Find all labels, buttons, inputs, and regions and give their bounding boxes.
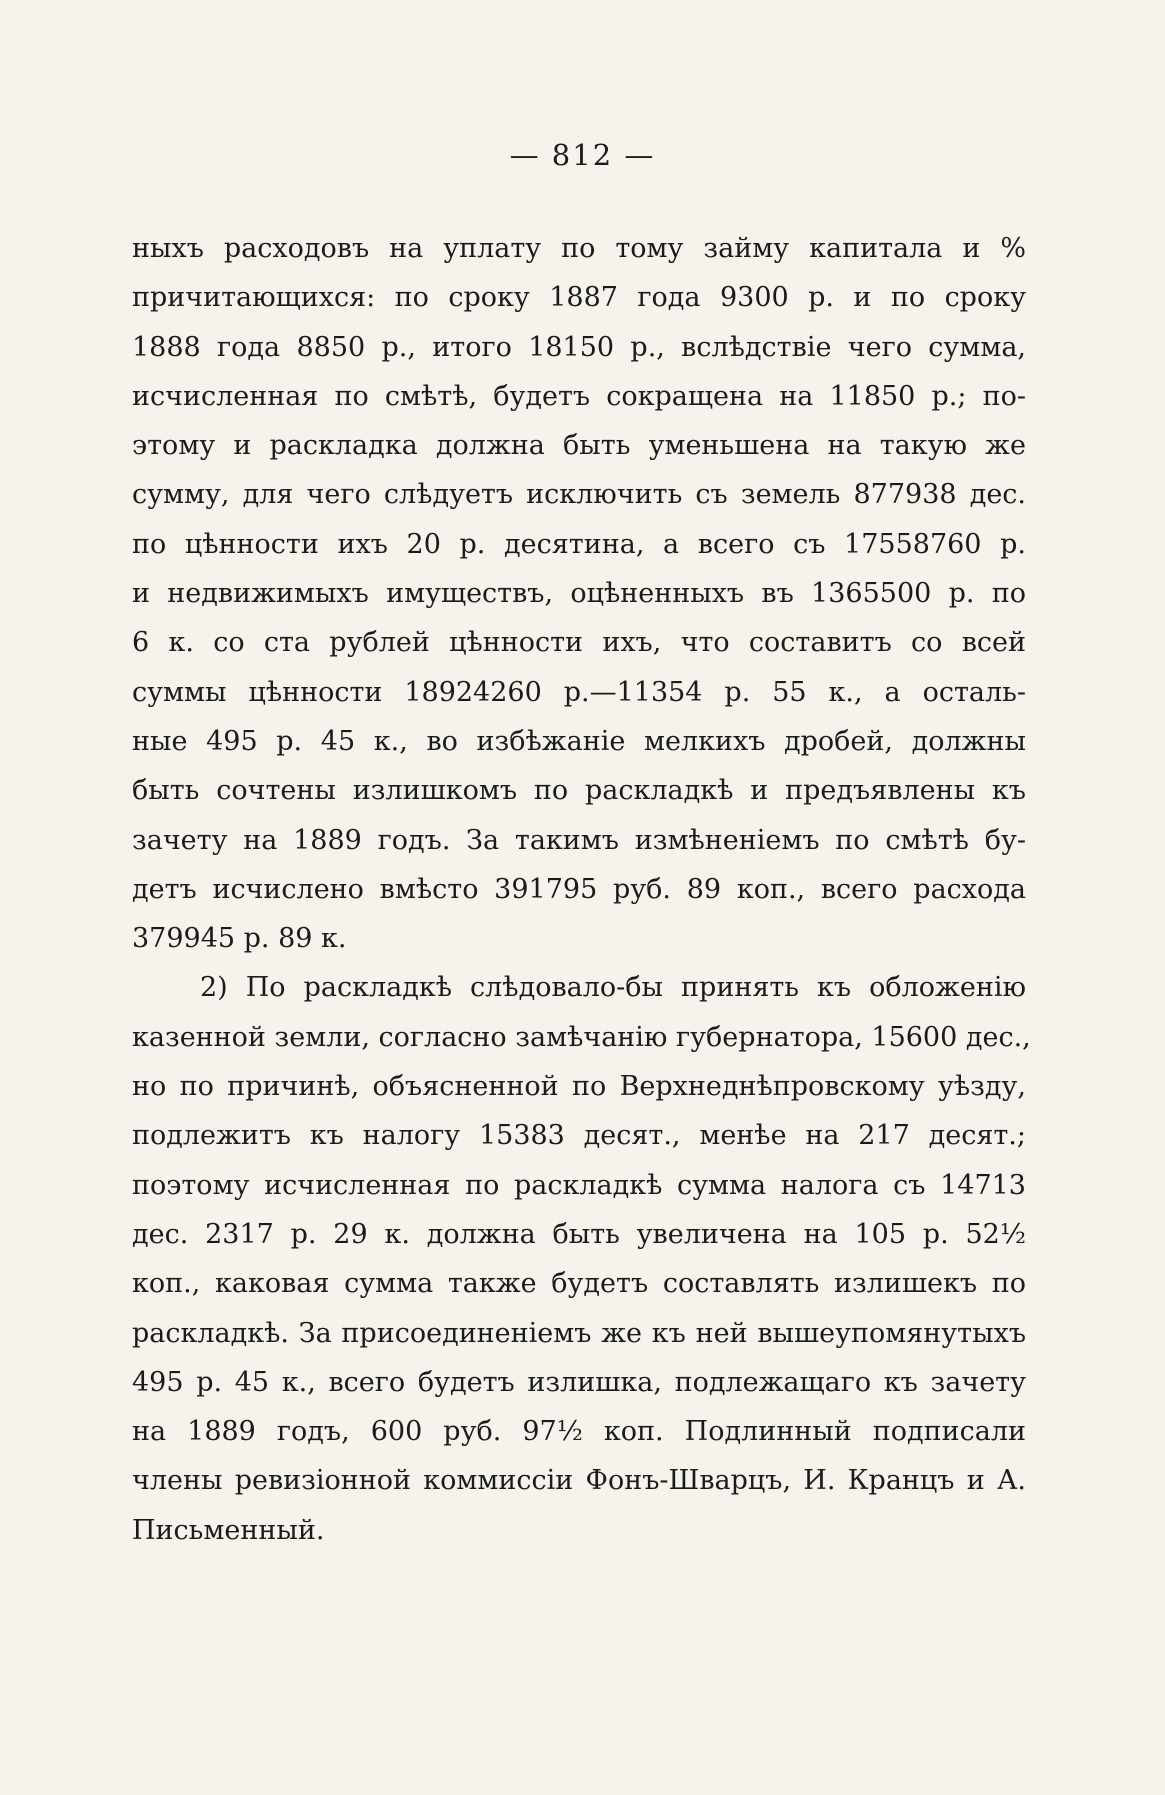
text-line: но по причинѣ, объясненной по Верхнеднѣпровскому уѣзду, [132, 1071, 1026, 1103]
text-line: 379945 р. 89 к. [132, 923, 347, 955]
text-line: ные 495 р. 45 к., во избѣжаніе мелкихъ дробей, должны [132, 725, 1026, 757]
page-number: — 812 — [509, 138, 656, 172]
text-line: суммы цѣнности 18924260 р.—11354 р. 55 к., а осталь- [132, 676, 1026, 708]
text-line: раскладкѣ. За присоединеніемъ же къ ней вышеупомянутыхъ [132, 1317, 1026, 1349]
text-line: члены ревизіонной коммиссіи Фонъ-Шварцъ, И. Кранцъ и А. [132, 1465, 1026, 1497]
text-line: 1888 года 8850 р., итого 18150 р., вслѣдствіе чего сумма, [132, 331, 1026, 363]
body-text [132, 224, 1031, 1555]
text-line: подлежитъ къ налогу 15383 десят., менѣе на 217 десят.; [132, 1120, 1026, 1152]
text-line: сумму, для чего слѣдуетъ исключить съ земель 877938 дес. [132, 479, 1026, 511]
text-line: и недвижимыхъ имуществъ, оцѣненныхъ въ 1365500 р. по [132, 578, 1026, 610]
text-line: 495 р. 45 к., всего будетъ излишка, подлежащаго къ зачету [132, 1366, 1026, 1398]
text-line: дес. 2317 р. 29 к. должна быть увеличена на 105 р. 52½ [132, 1218, 1026, 1250]
text-line: детъ исчислено вмѣсто 391795 руб. 89 коп., всего расхода [132, 873, 1026, 905]
text-line: ныхъ расходовъ на уплату по тому займу капитала и % [132, 233, 1026, 264]
text-line: по цѣнности ихъ 20 р. десятина, а всего съ 17558760 р. [132, 528, 1026, 560]
text-line: быть сочтены излишкомъ по раскладкѣ и предъявлены къ [132, 775, 1026, 807]
text-line: на 1889 годъ, 600 руб. 97½ коп. Подлинный подписали [132, 1416, 1026, 1448]
text-line: 6 к. со ста рублей цѣнности ихъ, что составитъ со всей [132, 627, 1026, 659]
text-line: коп., каковая сумма также будетъ составлять излишекъ по [132, 1268, 1026, 1300]
text-line: исчисленная по смѣтѣ, будетъ сокращена на 11850 р.; по- [132, 380, 1026, 412]
paragraph-start-line: 2) По раскладкѣ слѣдовало-бы принять къ обложенію [200, 972, 1026, 1004]
text-line: причитающихся: по сроку 1887 года 9300 р. и по сроку [132, 282, 1026, 314]
text-line: поэтому исчисленная по раскладкѣ сумма налога съ 14713 [132, 1169, 1026, 1201]
text-line: Письменный. [132, 1514, 325, 1546]
text-line: этому и раскладка должна быть уменьшена на такую же [132, 430, 1026, 462]
text-line: зачету на 1889 годъ. За такимъ измѣненіемъ по смѣтѣ бу- [132, 824, 1026, 856]
text-line: казенной земли, согласно замѣчанію губернатора, 15600 дес., [132, 1021, 1031, 1053]
